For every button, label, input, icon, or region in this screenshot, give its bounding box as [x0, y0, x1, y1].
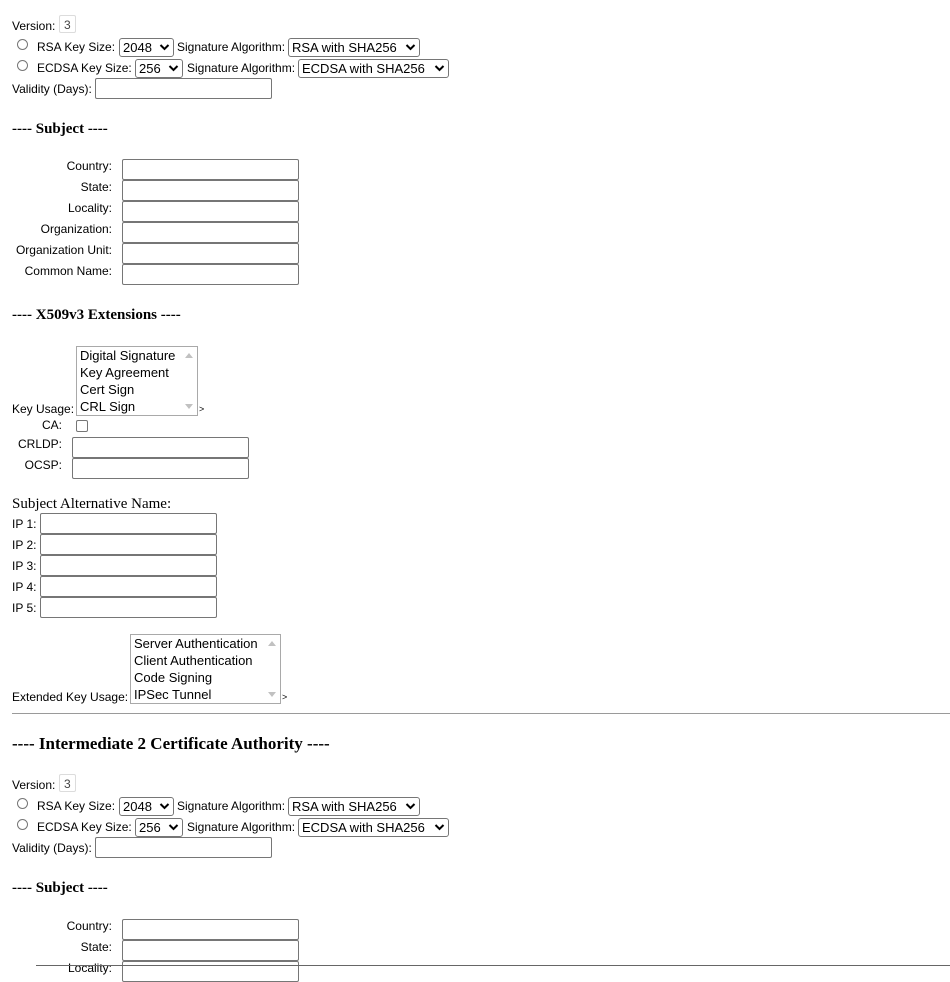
ip3-input[interactable]	[40, 555, 217, 576]
ip1-label: IP 1:	[12, 517, 37, 531]
version-value-2: 3	[59, 774, 76, 792]
version-label-2: Version:	[12, 778, 56, 792]
key-usage-option[interactable]: Cert Sign	[80, 382, 135, 397]
eku-option[interactable]: IPSec Tunnel	[134, 687, 212, 702]
organization-label: Organization:	[40, 222, 112, 236]
rsa-radio-2[interactable]	[17, 798, 28, 809]
san-heading: Subject Alternative Name:	[12, 496, 172, 512]
key-usage-option[interactable]: CRL Sign	[80, 399, 136, 414]
bottom-border	[36, 965, 950, 966]
eku-listbox[interactable]	[130, 634, 281, 704]
rsa-key-size-label: RSA Key Size:	[37, 40, 116, 54]
chevron-down-icon	[159, 799, 170, 813]
x509-heading: ---- X509v3 Extensions ----	[12, 307, 181, 323]
chevron-down-icon	[168, 61, 179, 75]
organization-unit-input[interactable]	[122, 243, 299, 264]
rsa-key-size-select[interactable]	[119, 38, 174, 57]
eku-option[interactable]: Server Authentication	[134, 636, 258, 651]
ecdsa-key-size-label-2: ECDSA Key Size:	[37, 820, 132, 834]
ip5-input[interactable]	[40, 597, 217, 618]
country-label-2: Country:	[66, 919, 112, 933]
chevron-down-icon	[159, 40, 170, 54]
ecdsa-sig-value-2: ECDSA with SHA256	[302, 820, 425, 835]
ecdsa-key-size-label: ECDSA Key Size:	[37, 61, 132, 75]
chevron-down-icon	[405, 799, 416, 813]
scroll-down-icon[interactable]	[185, 404, 193, 409]
rsa-sig-label: Signature Algorithm:	[177, 40, 286, 54]
rsa-sig-value: RSA with SHA256	[292, 40, 397, 55]
rsa-radio[interactable]	[17, 39, 28, 50]
scroll-down-icon[interactable]	[268, 692, 276, 697]
intermediate-ca-heading: ---- Intermediate 2 Certificate Authority ----	[12, 734, 330, 753]
ecdsa-radio[interactable]	[17, 60, 28, 71]
chevron-down-icon	[168, 820, 179, 834]
state-input[interactable]	[122, 180, 299, 201]
section-divider	[12, 713, 950, 714]
ecdsa-sig-value: ECDSA with SHA256	[302, 61, 425, 76]
locality-input[interactable]	[122, 201, 299, 222]
key-usage-option[interactable]: Digital Signature	[80, 348, 176, 363]
state-label-2: State:	[80, 940, 112, 954]
eku-gt: >	[282, 692, 288, 702]
ca-checkbox[interactable]	[76, 420, 88, 432]
validity-input-2[interactable]	[95, 837, 272, 858]
rsa-sig-select[interactable]	[288, 38, 420, 57]
scroll-up-icon[interactable]	[185, 353, 193, 358]
rsa-sig-select-2[interactable]	[288, 797, 420, 816]
key-usage-option[interactable]: Key Agreement	[80, 365, 169, 380]
ca-label: CA:	[41, 418, 62, 432]
ecdsa-key-size-value: 256	[139, 61, 161, 76]
ecdsa-sig-label: Signature Algorithm:	[187, 61, 296, 75]
rsa-key-size-label-2: RSA Key Size:	[37, 799, 116, 813]
key-usage-label: Key Usage:	[12, 402, 75, 416]
ecdsa-sig-select[interactable]	[298, 59, 449, 78]
ecdsa-key-size-select-2[interactable]	[135, 818, 183, 837]
crldp-label: CRLDP:	[17, 437, 62, 451]
rsa-sig-label-2: Signature Algorithm:	[177, 799, 286, 813]
rsa-sig-value-2: RSA with SHA256	[292, 799, 397, 814]
ocsp-label: OCSP:	[24, 458, 62, 472]
ecdsa-key-size-value-2: 256	[139, 820, 161, 835]
rsa-key-size-select-2[interactable]	[119, 797, 174, 816]
state-input-2[interactable]	[122, 940, 299, 961]
country-label: Country:	[66, 159, 112, 173]
subject-heading-2: ---- Subject ----	[12, 880, 108, 896]
chevron-down-icon	[434, 61, 445, 75]
common-name-label: Common Name:	[24, 264, 112, 278]
key-usage-listbox[interactable]	[76, 346, 198, 416]
key-usage-gt: >	[199, 404, 205, 414]
eku-label: Extended Key Usage:	[12, 690, 129, 704]
ecdsa-radio-2[interactable]	[17, 819, 28, 830]
eku-option[interactable]: Client Authentication	[134, 653, 253, 668]
validity-label: Validity (Days):	[12, 82, 92, 96]
scroll-up-icon[interactable]	[268, 641, 276, 646]
ecdsa-sig-select-2[interactable]	[298, 818, 449, 837]
chevron-down-icon	[434, 820, 445, 834]
ip2-input[interactable]	[40, 534, 217, 555]
ip5-label: IP 5:	[12, 601, 37, 615]
ip4-input[interactable]	[40, 576, 217, 597]
validity-input[interactable]	[95, 78, 272, 99]
locality-label-2: Locality:	[67, 961, 112, 975]
ecdsa-sig-label-2: Signature Algorithm:	[187, 820, 296, 834]
subject-heading: ---- Subject ----	[12, 121, 108, 137]
common-name-input[interactable]	[122, 264, 299, 285]
state-label: State:	[80, 180, 112, 194]
chevron-down-icon	[405, 40, 416, 54]
ip2-label: IP 2:	[12, 538, 37, 552]
listbox-scrollbar[interactable]	[182, 347, 197, 415]
version-label: Version:	[12, 19, 56, 33]
ip4-label: IP 4:	[12, 580, 37, 594]
locality-label: Locality:	[67, 201, 112, 215]
ecdsa-key-size-select[interactable]	[135, 59, 183, 78]
eku-option[interactable]: Code Signing	[134, 670, 213, 685]
rsa-key-size-value-2: 2048	[123, 799, 152, 814]
rsa-key-size-value: 2048	[123, 40, 152, 55]
ocsp-input[interactable]	[72, 458, 249, 479]
ip3-label: IP 3:	[12, 559, 37, 573]
organization-unit-label: Organization Unit:	[15, 243, 112, 257]
crldp-input[interactable]	[72, 437, 249, 458]
country-input[interactable]	[122, 159, 299, 180]
organization-input[interactable]	[122, 222, 299, 243]
country-input-2[interactable]	[122, 919, 299, 940]
listbox-scrollbar[interactable]	[265, 635, 280, 703]
ip1-input[interactable]	[40, 513, 217, 534]
version-value: 3	[59, 15, 76, 33]
validity-label-2: Validity (Days):	[12, 841, 92, 855]
